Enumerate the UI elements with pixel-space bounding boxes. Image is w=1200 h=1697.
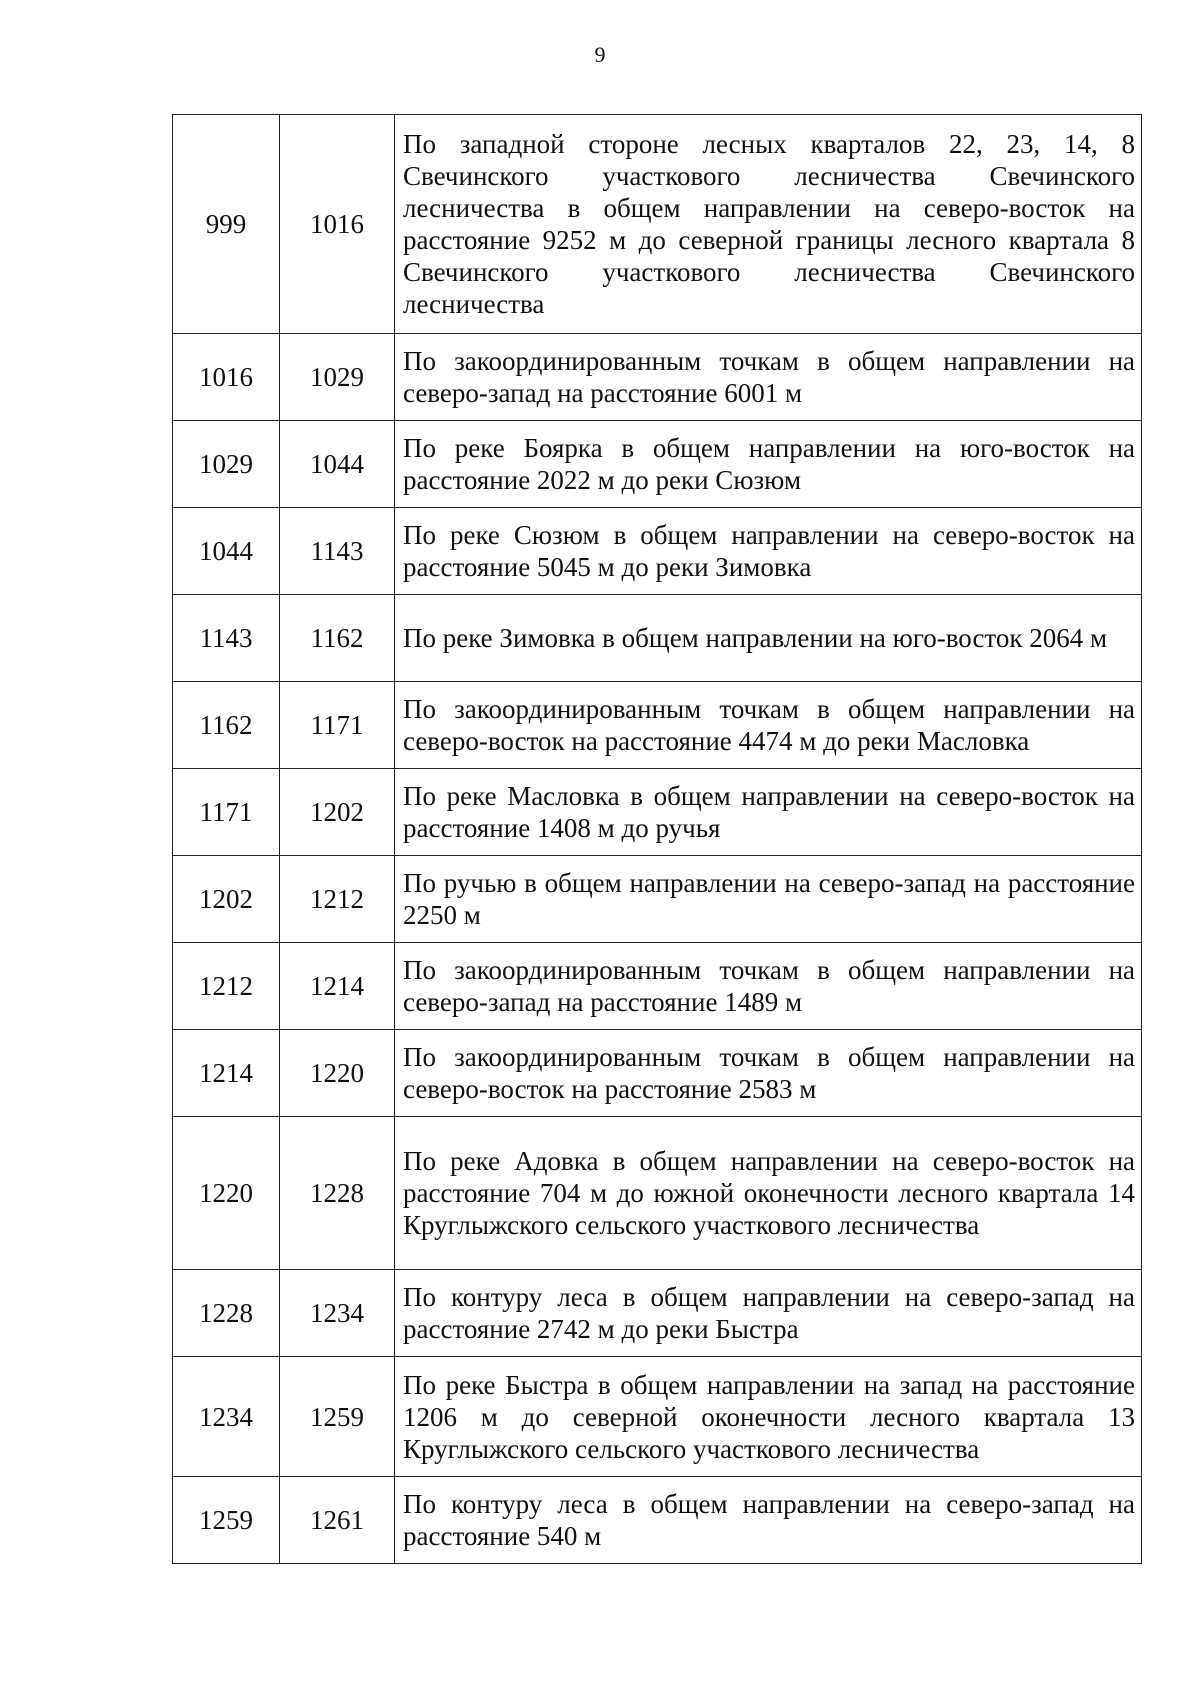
point-from: 1220	[173, 1117, 280, 1270]
point-to: 1016	[280, 115, 395, 334]
point-from: 1214	[173, 1030, 280, 1117]
table-row	[173, 1477, 1142, 1564]
table-row	[173, 682, 1142, 769]
table-row	[173, 1030, 1142, 1117]
segment-description: По западной стороне лесных кварталов 22, 23, 14, 8 Свечинского участкового лесничества Свечинского лесничества в общем направлении на северо-восток на расстояние 9252 м до северной границы лесного квартала 8 Свечинского участкового лесничества Свечинского лесничества	[395, 115, 1142, 334]
segment-description: По закоординированным точкам в общем направлении на северо-запад на расстояние 6001 м	[395, 334, 1142, 421]
segment-description: По ручью в общем направлении на северо-запад на расстояние 2250 м	[395, 856, 1142, 943]
point-from: 1143	[173, 595, 280, 682]
point-from: 1259	[173, 1477, 280, 1564]
segment-description: По контуру леса в общем направлении на северо-запад на расстояние 540 м	[395, 1477, 1142, 1564]
point-from: 1202	[173, 856, 280, 943]
point-from: 1044	[173, 508, 280, 595]
table-row	[173, 1117, 1142, 1270]
point-from: 1029	[173, 421, 280, 508]
segment-description: По реке Сюзюм в общем направлении на северо-восток на расстояние 5045 м до реки Зимовка	[395, 508, 1142, 595]
segment-description: По реке Быстра в общем направлении на запад на расстояние 1206 м до северной оконечности лесного квартала 13 Круглыжского сельского участкового лесничества	[395, 1357, 1142, 1477]
segment-description: По реке Адовка в общем направлении на северо-восток на расстояние 704 м до южной оконечности лесного квартала 14 Круглыжского сельского участкового лесничества	[395, 1117, 1142, 1270]
point-from: 1171	[173, 769, 280, 856]
point-from: 1234	[173, 1357, 280, 1477]
point-to: 1143	[280, 508, 395, 595]
segment-description: По закоординированным точкам в общем направлении на северо-восток на расстояние 2583 м	[395, 1030, 1142, 1117]
segment-description: По реке Масловка в общем направлении на северо-восток на расстояние 1408 м до ручья	[395, 769, 1142, 856]
table-row	[173, 1357, 1142, 1477]
point-to: 1234	[280, 1270, 395, 1357]
table-row	[173, 115, 1142, 334]
point-to: 1044	[280, 421, 395, 508]
point-to: 1162	[280, 595, 395, 682]
table-row	[173, 1270, 1142, 1357]
segment-description: По закоординированным точкам в общем направлении на северо-восток на расстояние 4474 м до реки Масловка	[395, 682, 1142, 769]
point-to: 1029	[280, 334, 395, 421]
point-to: 1261	[280, 1477, 395, 1564]
point-from: 1162	[173, 682, 280, 769]
table-row	[173, 595, 1142, 682]
point-to: 1171	[280, 682, 395, 769]
segment-description: По закоординированным точкам в общем направлении на северо-запад на расстояние 1489 м	[395, 943, 1142, 1030]
table-row	[173, 421, 1142, 508]
point-to: 1212	[280, 856, 395, 943]
table-row	[173, 508, 1142, 595]
page-number: 9	[594, 42, 606, 67]
point-from: 1212	[173, 943, 280, 1030]
table-row	[173, 856, 1142, 943]
segment-description: По реке Зимовка в общем направлении на юго-восток 2064 м	[395, 595, 1142, 682]
point-to: 1220	[280, 1030, 395, 1117]
segment-description: По реке Боярка в общем направлении на юго-восток на расстояние 2022 м до реки Сюзюм	[395, 421, 1142, 508]
point-from: 1016	[173, 334, 280, 421]
point-from: 1228	[173, 1270, 280, 1357]
table-row	[173, 334, 1142, 421]
table-row	[173, 769, 1142, 856]
point-to: 1259	[280, 1357, 395, 1477]
point-to: 1228	[280, 1117, 395, 1270]
point-from: 999	[173, 115, 280, 334]
point-to: 1214	[280, 943, 395, 1030]
segment-description: По контуру леса в общем направлении на северо-запад на расстояние 2742 м до реки Быстра	[395, 1270, 1142, 1357]
boundary-description-table	[172, 114, 1142, 1564]
point-to: 1202	[280, 769, 395, 856]
table-row	[173, 943, 1142, 1030]
